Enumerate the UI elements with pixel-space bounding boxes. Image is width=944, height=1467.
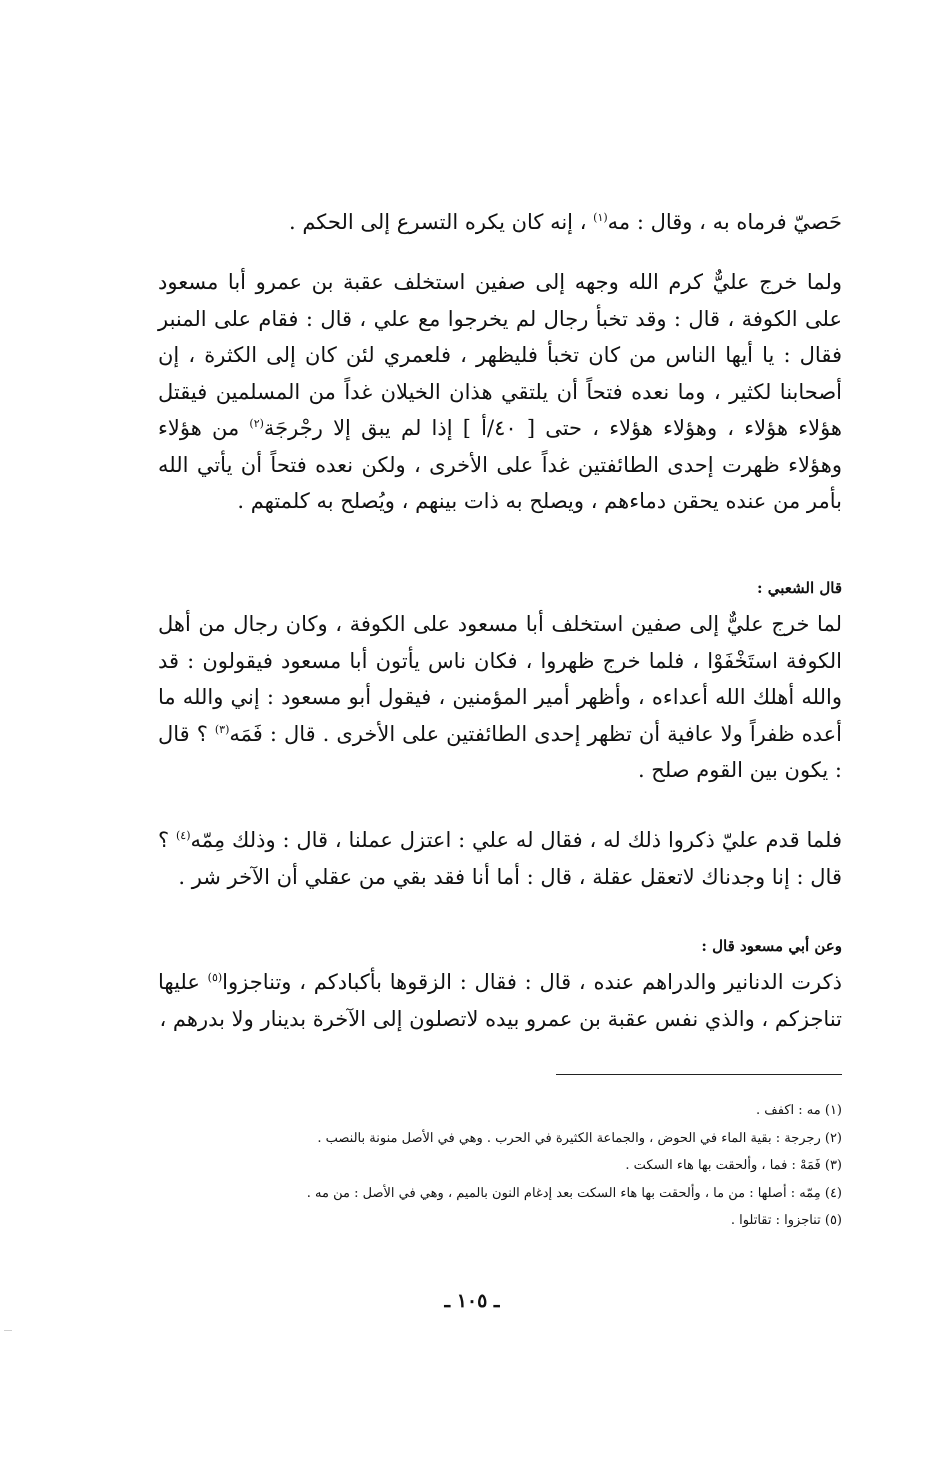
paragraph-1 xyxy=(158,204,842,241)
paragraph-text: حَصيّ فرماه به ، وقال : مه$^{(١)}$ ، إنه كان يكره التسرع إلى الحكم . xyxy=(288,210,842,234)
footnote-2: (٢) رجرجة : بقية الماء في الحوض ، والجماعة الكثيرة في الحرب . وهي في الأصل منونة بالنصب . xyxy=(317,1130,842,1146)
paragraph-2 xyxy=(158,264,842,520)
footnote-5: (٥) تناجزوا : تقاتلوا . xyxy=(730,1213,842,1228)
paragraph-3 xyxy=(158,606,842,789)
paragraph-5 xyxy=(158,964,842,1037)
page-number: ـ ١٠٥ ـ xyxy=(444,1290,500,1312)
section-heading-shabi: قال الشعبي : xyxy=(756,579,842,597)
footnote-separator xyxy=(556,1074,842,1075)
footnote-3: (٣) فَمَهْ : فما ، وألحقت بها هاء السكت . xyxy=(625,1158,842,1173)
scan-artifact xyxy=(4,1330,12,1331)
footnote-marker: (٢) xyxy=(249,417,264,430)
section-heading-abu-masud: وعن أبي مسعود قال : xyxy=(701,937,842,955)
paragraph-text: فلما قدم عليّ ذكروا ذلك له ، فقال له علي : اعتزل عملنا ، قال : وذلك مِمّه$^{(٤)}$ ؟ قال : إنا وجدناك لاتعقل عقلة ، قال : أما أنا فقد بقي من عقلي أن الآخر شر . xyxy=(158,828,842,889)
paragraph-4 xyxy=(158,822,842,895)
footnote-marker: (٤) xyxy=(176,829,191,842)
footnote-marker: (٥) xyxy=(207,971,223,984)
paragraph-text: ذكرت الدنانير والدراهم عنده ، قال : فقال : الزقوها بأكبادكم ، وتناجزوا$^{(٥)}$ عليها تناجزكم ، والذي نفس عقبة بن عمرو بيده لاتصلون إلى الآخرة بدينار ولا بدرهم ، xyxy=(158,970,842,1031)
footnote-1: (١) مه : اكفف . xyxy=(756,1103,842,1118)
footnote-marker: (١) xyxy=(593,211,608,224)
footnote-marker: (٣) xyxy=(214,722,230,736)
paragraph-text: ولما خرج عليٌّ كرم الله وجهه إلى صفين استخلف عقبة بن عمرو أبا مسعود على الكوفة ، قال : وقد تخبأ رجال لم يخرجوا مع علي ، قال : فقام على المنبر فقال : يا أيها الناس من كان تخبأ فليظهر ، فلعمري لئن كان إلى الكثرة ، إن أصحابنا لكثير ، وما نعده فتحاً أن يلتقي هذان الخيلان غداً من المسلمين فيقتل هؤلاء هؤلاء ، وهؤلاء هؤلاء ، حتى [ ٤٠/أ ] إذا لم يبق إلا رجْرجَة$^{(٢)}$ من هؤلاء وهؤلاء ظهرت إحدى الطائفتين غداً على الأخرى ، ولكن نعده فتحاً أن يأتي الله بأمر من عنده يحقن دماءهم ، ويصلح به ذات بينهم ، ويُصلح به كلمتهم . xyxy=(158,270,842,513)
footnote-4: (٤) مِمّه : أصلها : من ما ، وألحقت بها هاء السكت بعد إدغام النون بالميم ، وهي في الأصل : من مه . xyxy=(306,1185,842,1201)
paragraph-text: لما خرج عليٌّ إلى صفين استخلف أبا مسعود على الكوفة ، وكان رجال من أهل الكوفة استَخْفَوْا ، فلما خرج ظهروا ، فكان ناس يأتون أبا مسعود فيقولون : قد والله أهلك الله أعداءه ، وأظهر أمير المؤمنين ، فيقول أبو مسعود : إني والله ما أعده ظفراً ولا عافية أن تظهر إحدى الطائفتين على الأخرى . قال : فَمَه$^{(٣)}$ ؟ قال : يكون بين القوم صلح . xyxy=(158,612,842,782)
footnotes xyxy=(158,1097,842,1235)
